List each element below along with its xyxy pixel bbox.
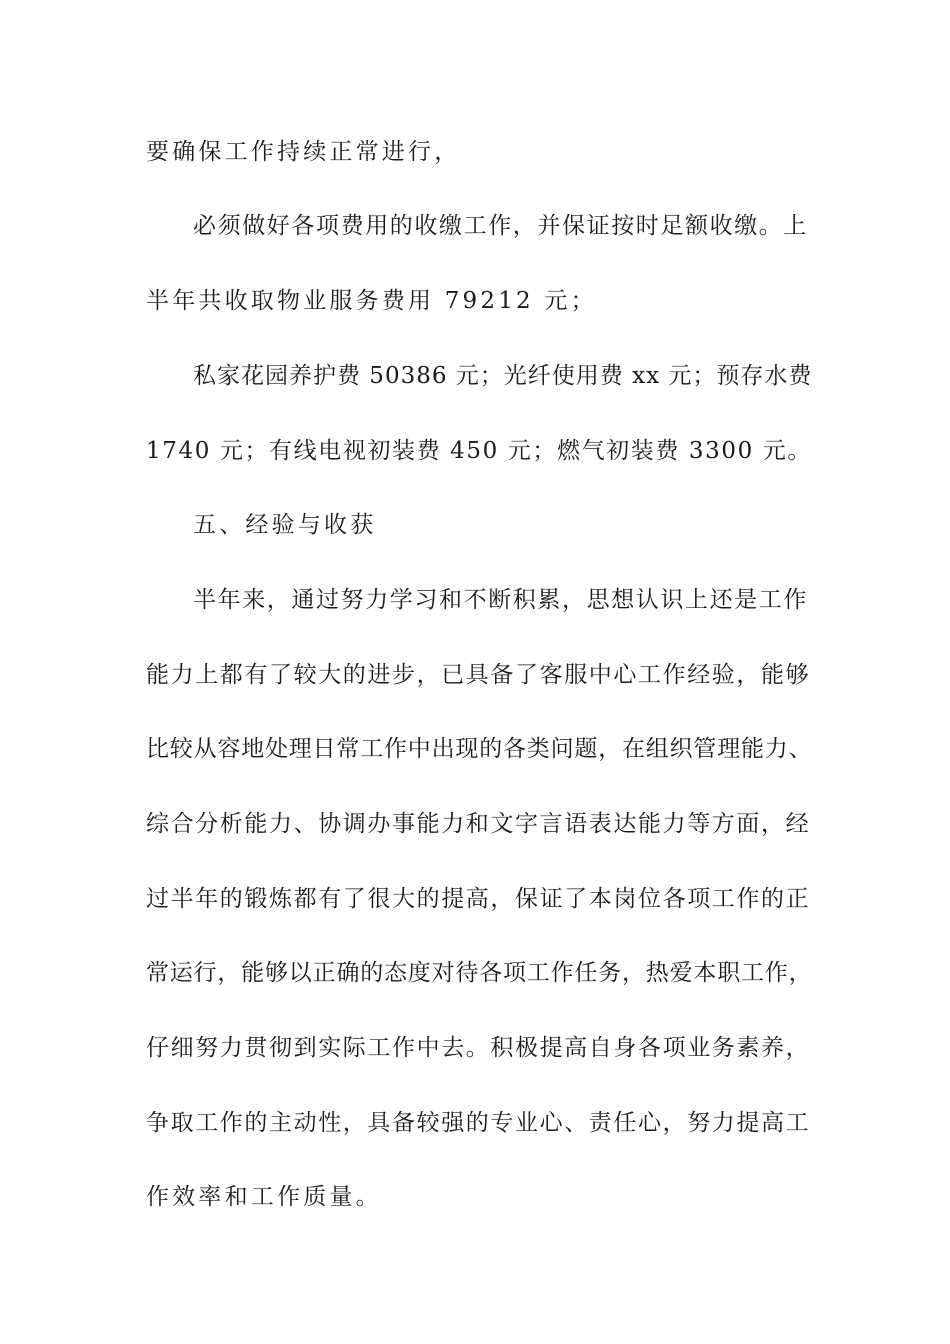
text-line-7: 半年来，通过努力学习和不断积累，思想认识上还是工作	[193, 587, 808, 613]
text-line-12: 常运行，能够以正确的态度对待各项工作任务，热爱本职工作，	[146, 960, 813, 986]
text-line-5: 1740 元；有线电视初装费 450 元；燃气初装费 3300 元。	[146, 438, 812, 464]
text-line-8: 能力上都有了较大的进步，已具备了客服中心工作经验，能够	[146, 662, 811, 688]
text-line-11: 过半年的锻炼都有了很大的提高，保证了本岗位各项工作的正	[146, 886, 811, 912]
text-line-4: 私家花园养护费 50386 元；光纤使用费 xx 元；预存水费	[193, 363, 813, 389]
text-line-2: 必须做好各项费用的收缴工作，并保证按时足额收缴。上	[193, 213, 808, 239]
text-line-1: 要确保工作持续正常进行，	[146, 139, 461, 165]
text-line-13: 仔细努力贯彻到实际工作中去。积极提高自身各项业务素养，	[146, 1035, 811, 1061]
text-line-15: 作效率和工作质量。	[146, 1184, 382, 1210]
text-line-9: 比较从容地处理日常工作中出现的各类问题，在组织管理能力、	[146, 736, 813, 762]
text-line-10: 综合分析能力、协调办事能力和文字言语表达能力等方面，经	[146, 811, 811, 837]
section-heading: 五、经验与收获	[193, 512, 377, 538]
text-line-14: 争取工作的主动性，具备较强的专业心、责任心，努力提高工	[146, 1110, 811, 1136]
text-line-3: 半年共收取物业服务费用 79212 元；	[146, 288, 597, 314]
